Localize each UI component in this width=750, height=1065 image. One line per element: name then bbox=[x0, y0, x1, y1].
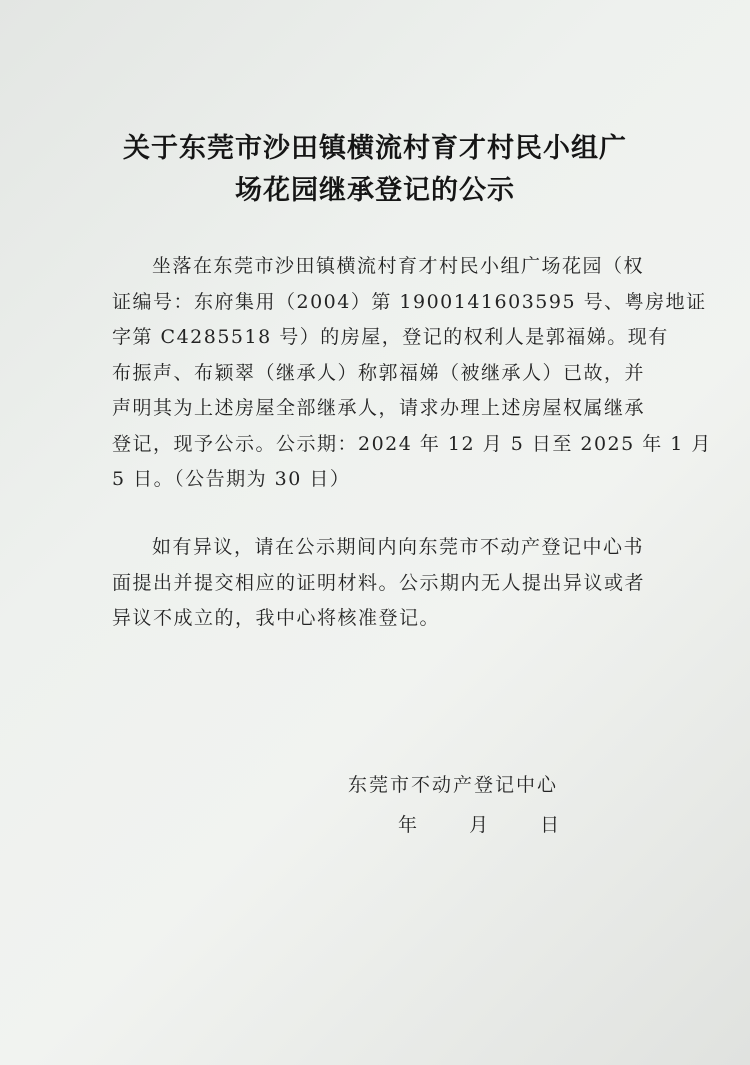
date-year-label: 年 bbox=[398, 814, 418, 836]
paragraph-1-line: 证编号：东府集用（2004）第 1900141603595 号、粤房地证 bbox=[112, 290, 707, 313]
paragraph-2-line: 如有异议，请在公示期间内向东莞市不动产登记中心书 bbox=[152, 536, 645, 558]
date-day-label: 日 bbox=[540, 814, 560, 836]
paragraph-1-line: 布振声、布颖翠（继承人）称郭福娣（被继承人）已故，并 bbox=[112, 361, 646, 384]
paragraph-2-line: 面提出并提交相应的证明材料。公示期内无人提出异议或者 bbox=[112, 571, 646, 594]
title-line-2: 场花园继承登记的公示 bbox=[235, 175, 515, 206]
title-line-1: 关于东莞市沙田镇横流村育才村民小组广 bbox=[123, 133, 627, 164]
notice-title bbox=[80, 128, 670, 212]
paragraph-1-line: 坐落在东莞市沙田镇横流村育才村民小组广场花园（权 bbox=[152, 255, 645, 277]
date-line bbox=[398, 810, 559, 837]
paragraph-1-line: 声明其为上述房屋全部继承人，请求办理上述房屋权属继承 bbox=[112, 397, 646, 419]
paragraph-1-line: 字第 C4285518 号）的房屋，登记的权利人是郭福娣。现有 bbox=[112, 326, 669, 348]
issuer-signature: 东莞市不动产登记中心 bbox=[348, 774, 559, 796]
paragraph-1-line: 5 日。（公告期为 30 日） bbox=[112, 468, 351, 490]
date-month-label: 月 bbox=[469, 814, 489, 836]
paragraph-1 bbox=[112, 249, 712, 498]
paragraph-2 bbox=[112, 530, 646, 637]
paragraph-1-line: 登记，现予公示。公示期：2024 年 12 月 5 日至 2025 年 1 月 bbox=[112, 432, 712, 455]
paragraph-2-line: 异议不成立的，我中心将核准登记。 bbox=[112, 607, 441, 629]
